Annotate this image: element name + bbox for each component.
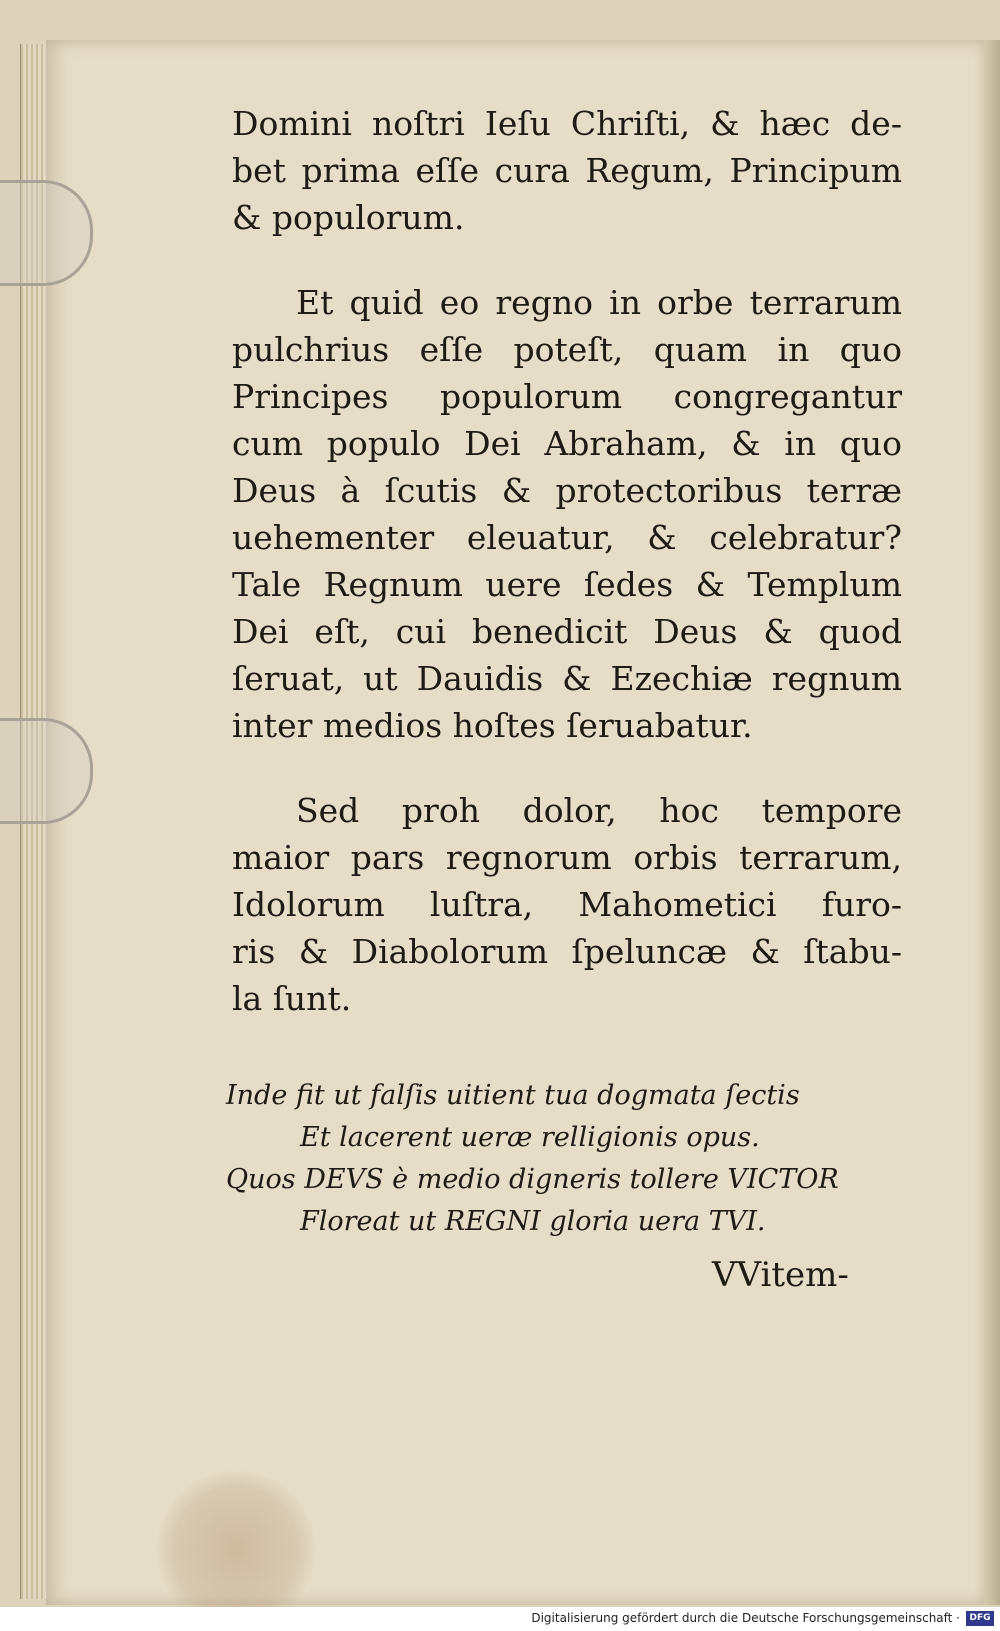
- verse-line: Et lacerent ueræ relligionis opus.: [300, 1122, 760, 1153]
- page-clip-bottom: [0, 718, 93, 824]
- text-line: maior pars regnorum orbis terrarum,: [232, 838, 902, 877]
- paragraph-2: [232, 279, 902, 749]
- text-line: bet prima eſſe cura Regum, Principum: [232, 151, 902, 190]
- body-text: [232, 100, 902, 1022]
- paragraph-3: [232, 787, 902, 1022]
- page-right-edge: [984, 40, 1000, 1605]
- text-line: & populorum.: [232, 198, 465, 237]
- text-line: Domini noſtri Ieſu Chriſti, & hæc de-: [232, 104, 902, 143]
- text-line: Principes populorum congregantur: [232, 377, 902, 416]
- text-line: Et quid eo regno in orbe terrarum: [296, 283, 902, 322]
- catchword: VVitem-: [712, 1255, 849, 1295]
- text-line: ſeruat, ut Dauidis & Ezechiæ regnum: [232, 659, 902, 698]
- digitization-footer: [0, 1607, 1000, 1631]
- verse-line: Quos DEVS è medio digneris tollere VICTOR: [226, 1164, 839, 1195]
- text-line: Deus à ſcutis & protectoribus terræ: [232, 471, 902, 510]
- dfg-logo-icon: DFG: [966, 1611, 994, 1626]
- text-line: Tale Regnum uere ſedes & Templum: [232, 565, 902, 604]
- text-line: pulchrius eſſe poteſt, quam in quo: [232, 330, 902, 369]
- text-line: Sed proh dolor, hoc tempore: [296, 791, 902, 830]
- text-line: Dei eſt, cui benedicit Deus & quod: [232, 612, 902, 651]
- verse-line: Floreat ut REGNI gloria uera TVI.: [300, 1206, 766, 1237]
- text-line: la ſunt.: [232, 979, 352, 1018]
- text-line: uehementer eleuatur, & celebratur?: [232, 518, 902, 557]
- page-clip-top: [0, 180, 93, 286]
- text-line: inter medios hoſtes ſeruabatur.: [232, 706, 753, 745]
- footer-credit: Digitalisierung gefördert durch die Deutsche Forschungsgemeinschaft ·: [531, 1611, 960, 1625]
- verse-block: [226, 1075, 866, 1243]
- text-line: Idolorum luſtra, Mahometici furo-: [232, 885, 902, 924]
- paper-stain: [156, 1470, 316, 1630]
- verse-line: Inde fit ut falſis uitient tua dogmata ſectis: [226, 1080, 800, 1111]
- text-line: ris & Diabolorum ſpeluncæ & ſtabu-: [232, 932, 902, 971]
- paragraph-1: [232, 100, 902, 241]
- text-line: cum populo Dei Abraham, & in quo: [232, 424, 902, 463]
